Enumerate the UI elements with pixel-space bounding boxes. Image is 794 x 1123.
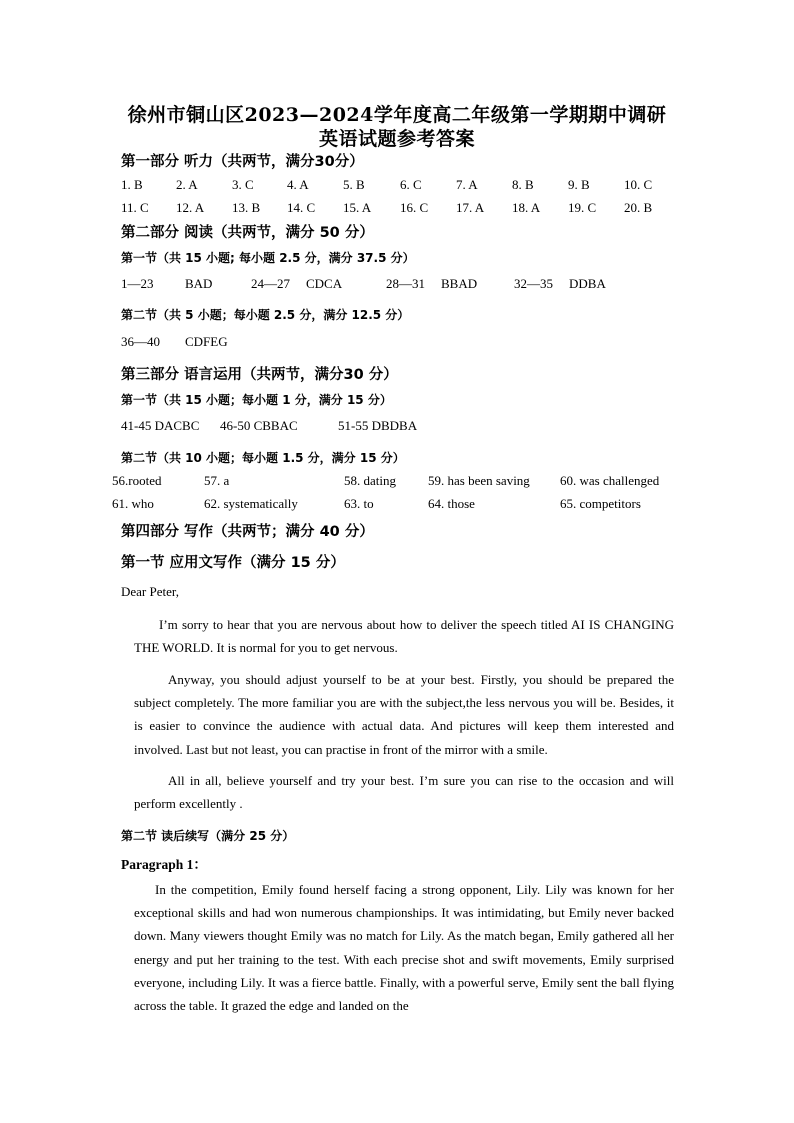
letter-paragraph-1: I’m sorry to hear that you are nervous about how to deliver the speech titled AI IS CHANGING THE WORLD. It is normal for you to get nervous. xyxy=(134,617,674,656)
answer-group: 41-45 DACBC xyxy=(121,418,200,433)
answer-letters: CDCA xyxy=(306,276,343,291)
answer-item: 19. C xyxy=(568,200,597,215)
grammar-fill-answers-row-1 xyxy=(0,473,794,491)
reading-answers-row xyxy=(0,276,794,294)
paragraph1-label: Paragraph 1： xyxy=(121,857,207,872)
answer-item: 56.rooted xyxy=(112,473,162,488)
page-subtitle: 英语试题参考答案 xyxy=(318,128,475,150)
answer-item: 12. A xyxy=(176,200,205,215)
grammar-fill-answers-row-2 xyxy=(0,496,794,514)
part3-heading: 第三部分 语言运用（共两节，满分30 分） xyxy=(121,367,398,383)
answer-item: 8. B xyxy=(512,177,534,192)
answer-item: 5. B xyxy=(343,177,365,192)
part2-section1-heading: 第一节（共 15 小题; 每小题 2.5 分，满分 37.5 分） xyxy=(121,251,415,265)
answer-item: 7. A xyxy=(456,177,478,192)
answer-letters: DDBA xyxy=(569,276,606,291)
cloze-answers-row xyxy=(0,418,794,436)
answer-item: 16. C xyxy=(400,200,429,215)
answer-group: 46-50 CBBAC xyxy=(220,418,298,433)
part3-section2-heading: 第二节（共 10 小题；每小题 1.5 分，满分 15 分） xyxy=(121,451,405,465)
part4-section1-heading: 第一节 应用文写作（满分 15 分） xyxy=(121,555,345,571)
answer-item: 10. C xyxy=(624,177,653,192)
answer-item: 60. was challenged xyxy=(560,473,660,488)
answer-item: 61. who xyxy=(112,496,154,511)
letter-paragraph-3: All in all, believe yourself and try your best. I’m sure you can rise to the occasion and will perform excellently . xyxy=(134,773,674,812)
answer-letters: CDFEG xyxy=(185,334,228,349)
answer-item: 11. C xyxy=(121,200,149,215)
answer-item: 63. to xyxy=(344,496,374,511)
answer-letters: BBAD xyxy=(441,276,478,291)
answer-item: 65. competitors xyxy=(560,496,641,511)
answer-item: 6. C xyxy=(400,177,422,192)
answer-item: 4. A xyxy=(287,177,309,192)
seven-choice-answers-row xyxy=(0,334,794,352)
part1-heading: 第一部分 听力（共两节，满分30分） xyxy=(121,154,364,170)
answer-range: 36—40 xyxy=(121,334,160,349)
listening-answers-row-1 xyxy=(0,177,794,195)
part2-heading: 第二部分 阅读（共两节，满分 50 分） xyxy=(121,225,374,241)
letter-salutation: Dear Peter, xyxy=(121,584,179,599)
answer-item: 59. has been saving xyxy=(428,473,530,488)
part3-section1-heading: 第一节（共 15 小题；每小题 1 分，满分 15 分） xyxy=(121,393,392,407)
answer-item: 58. dating xyxy=(344,473,396,488)
continuation-paragraph-1: In the competition, Emily found herself facing a strong opponent, Lily. Lily was known for her exceptional skills and had won numerous championships. It was intimidating, but Emily never backed down. Many viewers thought Emily was no match for Lily. As the match began, Emily gathered all her energy and put her training to the test. With each precise shot and swift movements, Emily surprised everyone, including Lily. It was a fierce battle. Finally, with a powerful serve, Emily sent the ball flying across the table. It grazed the edge and landed on the xyxy=(134,882,674,1014)
listening-answers-row-2 xyxy=(0,200,794,218)
answer-item: 18. A xyxy=(512,200,541,215)
answer-item: 13. B xyxy=(232,200,261,215)
part4-heading: 第四部分 写作（共两节；满分 40 分） xyxy=(121,524,374,540)
letter-paragraph-2: Anyway, you should adjust yourself to be at your best. Firstly, you should be prepared the subject completely. The more familiar you are with the subject,the less nervous you will be. Besides, it is easier to convince the audience with actual data. And pictures will keep them interested and involved. Last but not least, you can practise in front of the mirror with a smile. xyxy=(134,672,674,757)
answer-item: 1. B xyxy=(121,177,143,192)
answer-range: 1—23 xyxy=(121,276,154,291)
answer-range: 24—27 xyxy=(251,276,290,291)
part2-section2-heading: 第二节（共 5 小题；每小题 2.5 分，满分 12.5 分） xyxy=(121,308,410,322)
answer-letters: BAD xyxy=(185,276,213,291)
answer-range: 32—35 xyxy=(514,276,553,291)
answer-item: 14. C xyxy=(287,200,316,215)
page-title: 徐州市铜山区2023—2024学年度高二年级第一学期期中调研 xyxy=(127,104,667,126)
answer-item: 9. B xyxy=(568,177,590,192)
answer-item: 62. systematically xyxy=(204,496,298,511)
answer-item: 64. those xyxy=(428,496,475,511)
answer-range: 28—31 xyxy=(386,276,425,291)
answer-item: 17. A xyxy=(456,200,485,215)
answer-item: 20. B xyxy=(624,200,653,215)
answer-item: 2. A xyxy=(176,177,198,192)
part4-section2-heading: 第二节 读后续写（满分 25 分） xyxy=(121,829,295,843)
answer-item: 15. A xyxy=(343,200,372,215)
answer-group: 51-55 DBDBA xyxy=(338,418,418,433)
answer-item: 3. C xyxy=(232,177,254,192)
answer-item: 57. a xyxy=(204,473,230,488)
